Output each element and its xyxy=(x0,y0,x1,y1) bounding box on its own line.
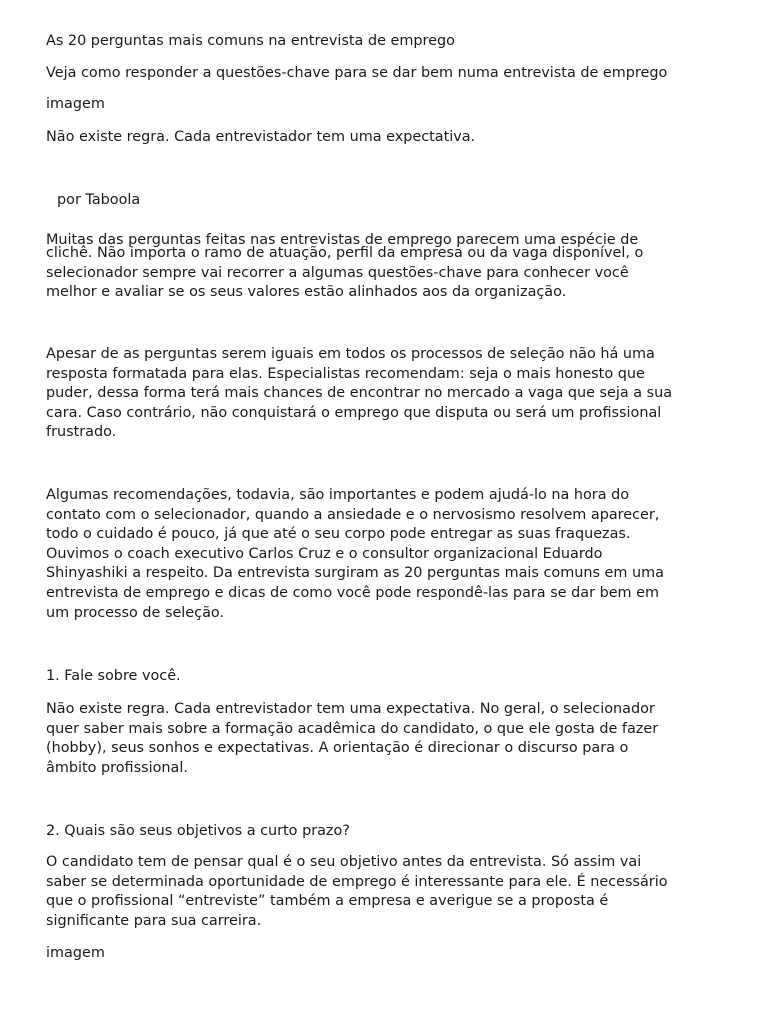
paragraph-intro xyxy=(46,244,736,303)
paragraph-line: frustrado. xyxy=(46,424,117,441)
paragraph-line: melhor e avaliar se os seus valores estão alinhados aos da organização. xyxy=(46,284,567,301)
paragraph-line: que o profissional “entreviste” também a empresa e averigue se a proposta é xyxy=(46,893,609,910)
paragraph-line: contato com o selecionador, quando a ansiedade e o nervosismo resolvem aparecer, xyxy=(46,506,660,523)
paragraph-line: todo o cuidado é pouco, já que até o seu corpo pode entregar as suas fraquezas. xyxy=(46,526,631,543)
paragraph-intro-overlap-line: Muitas das perguntas feitas nas entrevistas de emprego parecem uma espécie de xyxy=(46,232,639,248)
paragraph-line: Algumas recomendações, todavia, são importantes e podem ajudá-lo na hora do xyxy=(46,487,630,503)
paragraph-line: cara. Caso contrário, não conquistará o emprego que disputa ou será um profissional xyxy=(46,404,662,421)
paragraph-line: Apesar de as perguntas serem iguais em todos os processos de seleção não há uma xyxy=(46,346,655,362)
taboola-sponsor-link[interactable]: por Taboola xyxy=(57,192,141,208)
article-title: As 20 perguntas mais comuns na entrevista de emprego xyxy=(46,33,455,49)
question-1-heading: 1. Fale sobre você. xyxy=(46,668,181,684)
paragraph-line: clichê. Não importa o ramo de atuação, perfil da empresa ou da vaga disponível, o xyxy=(46,245,644,261)
paragraph-line: resposta formatada para elas. Especialistas recomendam: seja o mais honesto que xyxy=(46,365,645,382)
paragraph-line: Shinyashiki a respeito. Da entrevista surgiram as 20 perguntas mais comuns em uma xyxy=(46,565,664,582)
paragraph-line: Não existe regra. Cada entrevistador tem uma expectativa. No geral, o selecionador xyxy=(46,701,655,717)
question-1-answer xyxy=(46,700,736,778)
paragraph-line: quer saber mais sobre a formação acadêmica do candidato, o que ele gosta de fazer xyxy=(46,720,659,737)
image-placeholder-label-2: imagem xyxy=(46,945,105,961)
article-subtitle: Veja como responder a questões-chave para se dar bem numa entrevista de emprego xyxy=(46,65,668,81)
question-2-heading: 2. Quais são seus objetivos a curto prazo? xyxy=(46,823,350,839)
paragraph-line: O candidato tem de pensar qual é o seu objetivo antes da entrevista. Só assim vai xyxy=(46,854,642,870)
paragraph-line: âmbito profissional. xyxy=(46,759,188,776)
paragraph-line: (hobby), seus sonhos e expectativas. A orientação é direcionar o discurso para o xyxy=(46,740,629,757)
question-2-answer xyxy=(46,853,736,931)
paragraph-line: Ouvimos o coach executivo Carlos Cruz e o consultor organizacional Eduardo xyxy=(46,545,603,562)
paragraph-2 xyxy=(46,345,736,443)
paragraph-line: selecionador sempre vai recorrer a algumas questões-chave para conhecer você xyxy=(46,264,629,281)
paragraph-line: significante para sua carreira. xyxy=(46,912,262,929)
image-placeholder-label: imagem xyxy=(46,96,105,112)
image-caption: Não existe regra. Cada entrevistador tem uma expectativa. xyxy=(46,129,476,145)
paragraph-3 xyxy=(46,486,736,623)
paragraph-line: saber se determinada oportunidade de emprego é interessante para ele. É necessário xyxy=(46,873,668,890)
paragraph-line: um processo de seleção. xyxy=(46,604,225,621)
paragraph-line: entrevista de emprego e dicas de como você pode respondê-las para se dar bem em xyxy=(46,584,660,601)
paragraph-line: puder, dessa forma terá mais chances de encontrar no mercado a vaga que seja a sua xyxy=(46,385,673,402)
